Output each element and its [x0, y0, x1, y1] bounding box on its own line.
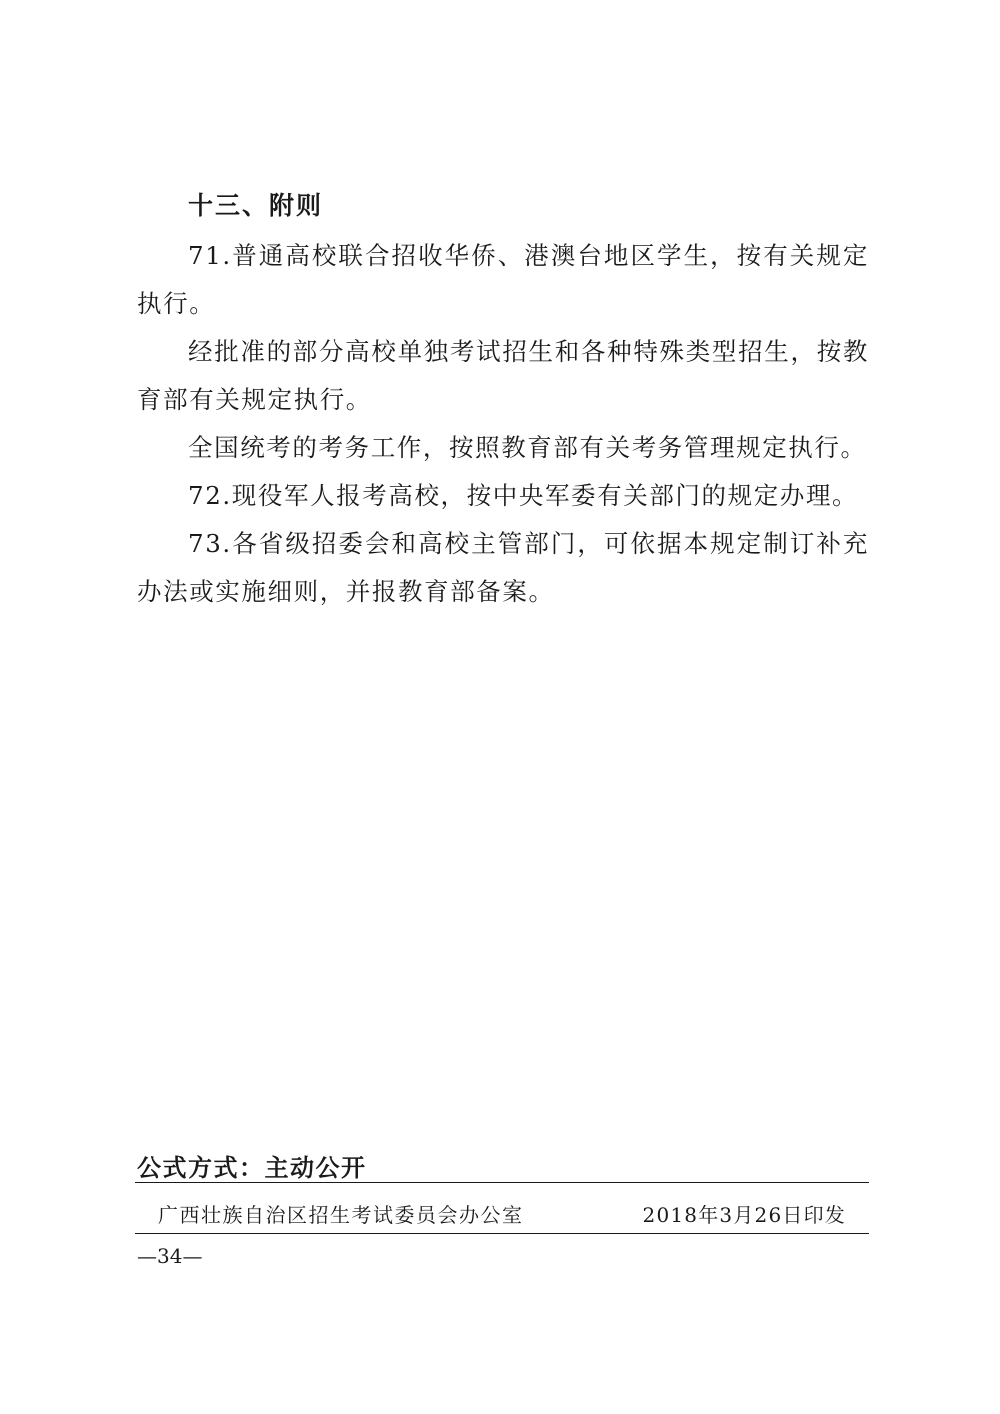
issue-date: 2018年3月26日印发 [642, 1203, 846, 1227]
footer-rule-top [135, 1182, 869, 1183]
paragraph-72: 72.现役军人报考高校，按中央军委有关部门的规定办理。 [188, 481, 859, 510]
body-text [137, 232, 869, 616]
section-heading: 十三、附则 [188, 191, 324, 220]
paragraph-exam-affairs: 全国统考的考务工作，按照教育部有关考务管理规定执行。 [188, 433, 867, 462]
issuer-name: 广西壮族自治区招生考试委员会办公室 [158, 1203, 524, 1227]
disclosure-mode: 公式方式：主动公开 [137, 1154, 367, 1182]
footer-rule-bottom [135, 1233, 869, 1234]
page-number: —34— [137, 1244, 203, 1268]
paragraph-special-admission: 经批准的部分高校单独考试招生和各种特殊类型招生，按教育部有关规定执行。 [137, 337, 869, 414]
paragraph-71: 71.普通高校联合招收华侨、港澳台地区学生，按有关规定执行。 [137, 241, 869, 318]
paragraph-73: 73.各省级招委会和高校主管部门，可依据本规定制订补充办法或实施细则，并报教育部备案。 [137, 529, 869, 606]
